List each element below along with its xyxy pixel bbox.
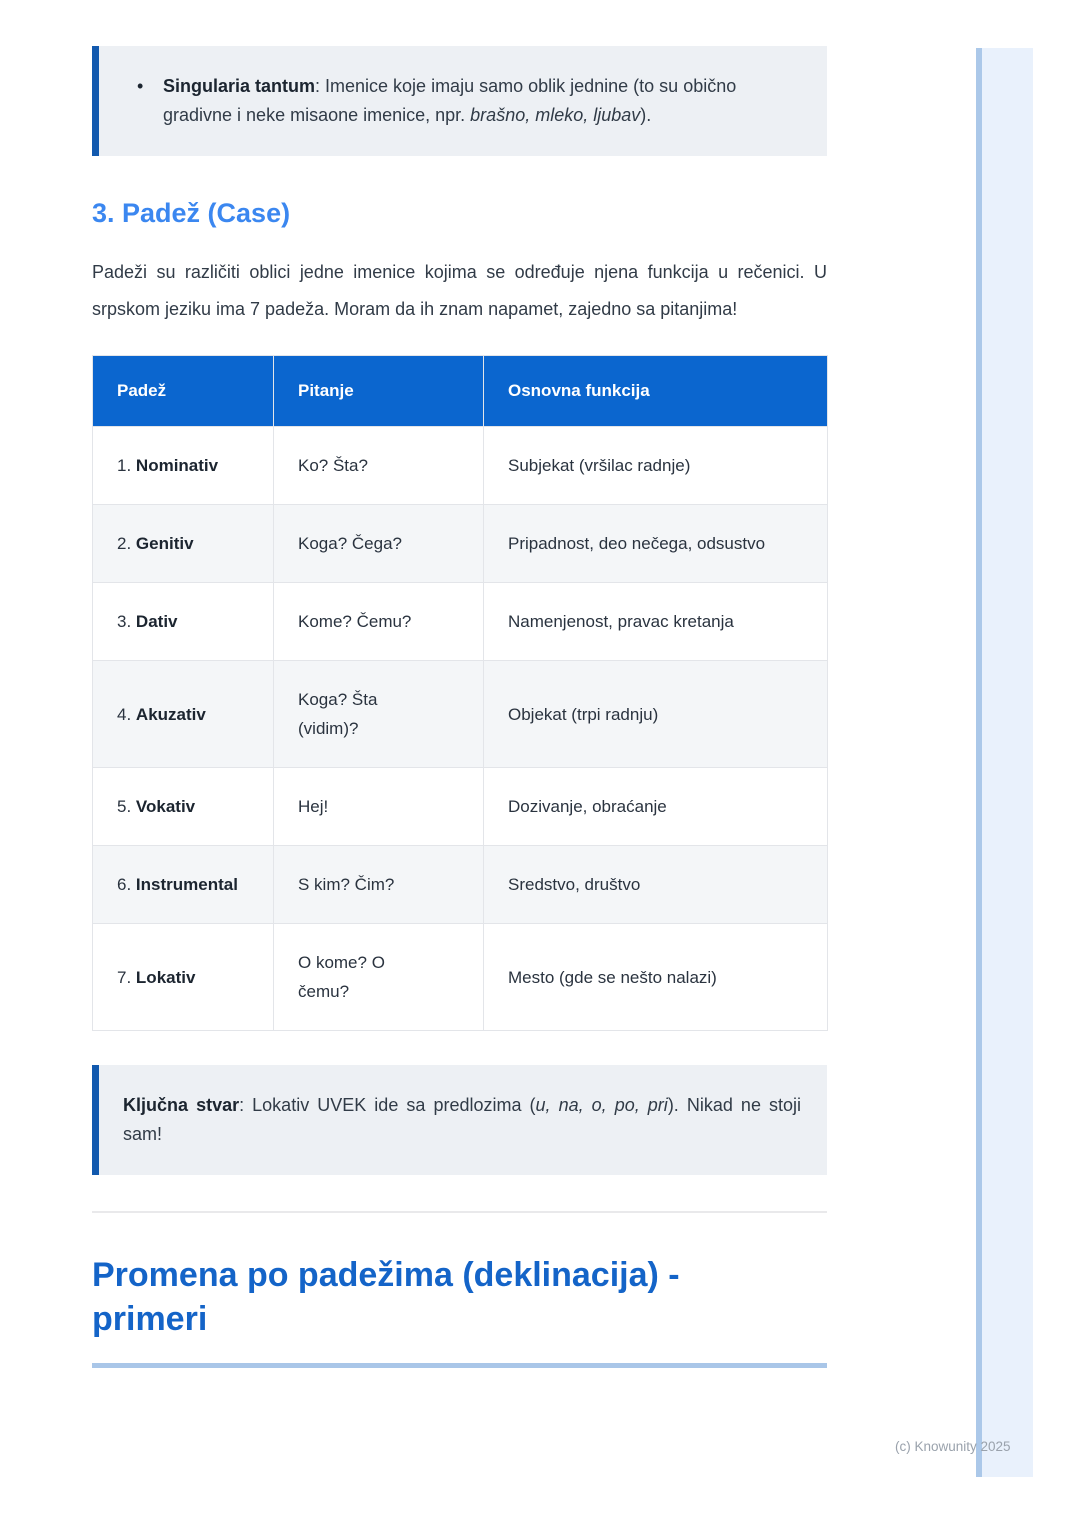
table-row: 3. Dativ Kome? Čemu? Namenjenost, pravac kretanja [93,583,828,661]
section-heading-padez: 3. Padež (Case) [92,198,291,228]
column-header-pitanje: Pitanje [274,356,484,427]
big-heading-deklinacija [92,1253,827,1368]
table-row: 5. Vokativ Hej! Dozivanje, obraćanje [93,768,828,846]
big-heading-line2: primeri [92,1300,208,1338]
table-row: 2. Genitiv Koga? Čega? Pripadnost, deo nečega, odsustvo [93,505,828,583]
callout-singularia-body: : Imenice koje imaju samo oblik jednine (to su obično gradivne i neke misaone imenice, npr. [163,76,737,125]
cases-table [92,355,828,1031]
bullet-icon: • [137,76,144,96]
callout-singularia-tantum [92,46,827,156]
table-header-row [93,356,828,427]
callout-singularia-examples: brašno, mleko, ljubav [470,105,641,125]
table-row: 6. Instrumental S kim? Čim? Sredstvo, društvo [93,846,828,924]
callout-singularia-closing: ). [640,105,652,125]
term-singularia-tantum: Singularia tantum [163,76,316,96]
table-row: 1. Nominativ Ko? Šta? Subjekat (vršilac radnje) [93,427,828,505]
section-divider [92,1211,827,1213]
callout-singularia-text [163,72,801,130]
callout-kljucna-closing: ). Nikad ne stoji sam! [123,1095,802,1144]
big-heading-line1: Promena po padežima (deklinacija) - [92,1256,680,1294]
callout-kljucna-body: : Lokativ UVEK ide sa predlozima ( [239,1095,536,1115]
table-row: 4. Akuzativ Koga? Šta (vidim)? Objekat (trpi radnju) [93,661,828,768]
callout-kljucna-stvar [92,1065,827,1175]
table-row: 7. Lokativ O kome? O čemu? Mesto (gde se nešto nalazi) [93,924,828,1031]
term-kljucna-stvar: Ključna stvar [123,1095,240,1115]
right-margin-bar [976,48,1033,1477]
copyright-watermark: (c) Knowunity 2025 [895,1439,1011,1454]
document-content [92,0,827,1368]
bullet-list-item [123,72,801,130]
column-header-funkcija: Osnovna funkcija [484,356,828,427]
column-header-padez: Padež [93,356,274,427]
section-paragraph: Padeži su različiti oblici jedne imenice kojima se određuje njena funkcija u rečenici. U srpskom jeziku ima 7 padeža. Moram da ih znam napamet, zajedno sa pitanjima! [92,262,827,319]
callout-kljucna-prepositions: u, na, o, po, pri [535,1095,668,1115]
